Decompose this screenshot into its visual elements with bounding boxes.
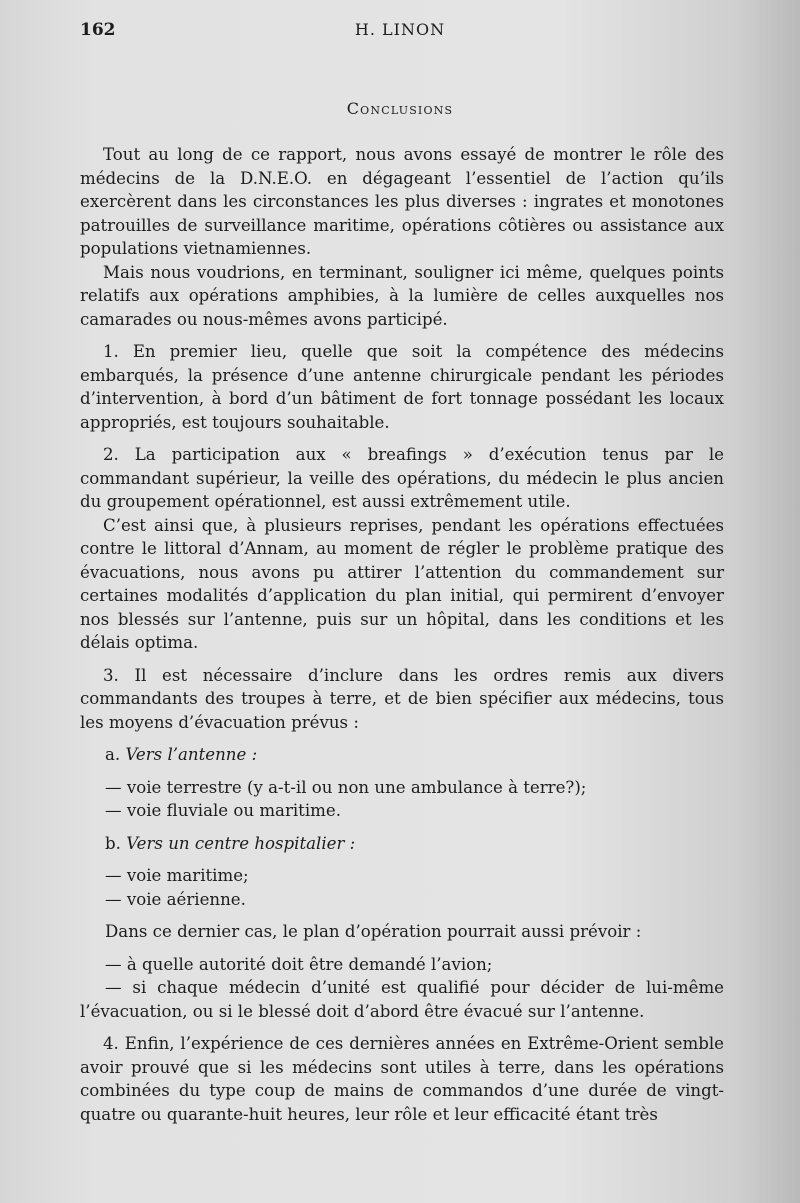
subpoint-a-label: a.	[105, 745, 121, 764]
point-2-detail: C’est ainsi que, à plusieurs reprises, pendant les opérations effectuées contre le littoral d’Annam, au moment de régler le problème pratique des évacuations, nous avons pu attirer l’attention du commandement sur certaines modalités d’application du plan initial, qui permirent d’envoyer nos blessés sur l’antenne, puis sur un hôpital, dans les conditions et les délais optima.	[80, 515, 724, 652]
subpoint-b-item: — voie maritime;	[105, 866, 249, 885]
subpoint-b	[80, 832, 724, 856]
last-case-item: — si chaque médecin d’unité est qualifié pour décider de lui-même l’évacuation, ou si le blessé doit d’abord être évacué sur l’antenne.	[80, 978, 724, 1021]
paragraph-intro: Tout au long de ce rapport, nous avons essayé de montrer le rôle des médecins de la D.N.E.O. en dégageant l’essentiel de l’action qu’ils exercèrent dans les circonstances les plus diverses : ingrates et monotones patrouilles de surveillance maritime, opérations côtières ou assistance aux populations vietnamiennes.	[80, 145, 724, 258]
point-1: 1. En premier lieu, quelle que soit la compétence des médecins embarqués, la présence d’une antenne chirurgicale pendant les périodes d’intervention, à bord d’un bâtiment de fort tonnage possédant les locaux appropriés, est toujours souhaitable.	[80, 342, 724, 432]
last-case-item: — à quelle autorité doit être demandé l’avion;	[105, 954, 493, 974]
paragraph-last-case: Dans ce dernier cas, le plan d’opération pourrait aussi prévoir :	[105, 922, 642, 941]
running-head: H. LINON	[354, 20, 446, 39]
point-4: 4. Enfin, l’expérience de ces dernières années en Extrême-Orient semble avoir prouvé que si les médecins sont utiles à terre, dans les opérations combinées du type coup de mains de commandos d’une durée de vingt-quatre ou quarante-huit heures, leur rôle et leur efficacité étant très	[80, 1034, 724, 1124]
point-2: 2. La participation aux « breafings » d’exécution tenus par le commandant supérieur, la veille des opérations, du médecin le plus ancien du groupement opérationnel, est aussi extrêmement utile.	[80, 445, 724, 511]
subpoint-b-title: Vers un centre hospitalier :	[126, 833, 356, 853]
subpoint-a-item: — voie terrestre (y a-t-il ou non une ambulance à terre?);	[105, 777, 587, 797]
page-number: 162	[80, 20, 116, 40]
subpoint-a	[80, 743, 724, 767]
subpoint-b-label: b.	[105, 833, 121, 853]
subpoint-b-item: — voie aérienne.	[105, 889, 246, 909]
subpoint-a-title: Vers l’antenne :	[125, 745, 258, 764]
page-header	[80, 20, 720, 46]
paragraph-purpose: Mais nous voudrions, en terminant, souligner ici même, quelques points relatifs aux opérations amphibies, à la lumière de celles auxquelles nos camarades ou nous-mêmes avons participé.	[80, 262, 724, 329]
body-text	[80, 143, 724, 1126]
subpoint-a-item: — voie fluviale ou maritime.	[105, 801, 341, 820]
point-3: 3. Il est nécessaire d’inclure dans les ordres remis aux divers commandants des troupes à terre, et de bien spécifier aux médecins, tous les moyens d’évacuation prévus :	[80, 665, 724, 732]
section-title: Conclusions	[346, 99, 454, 118]
